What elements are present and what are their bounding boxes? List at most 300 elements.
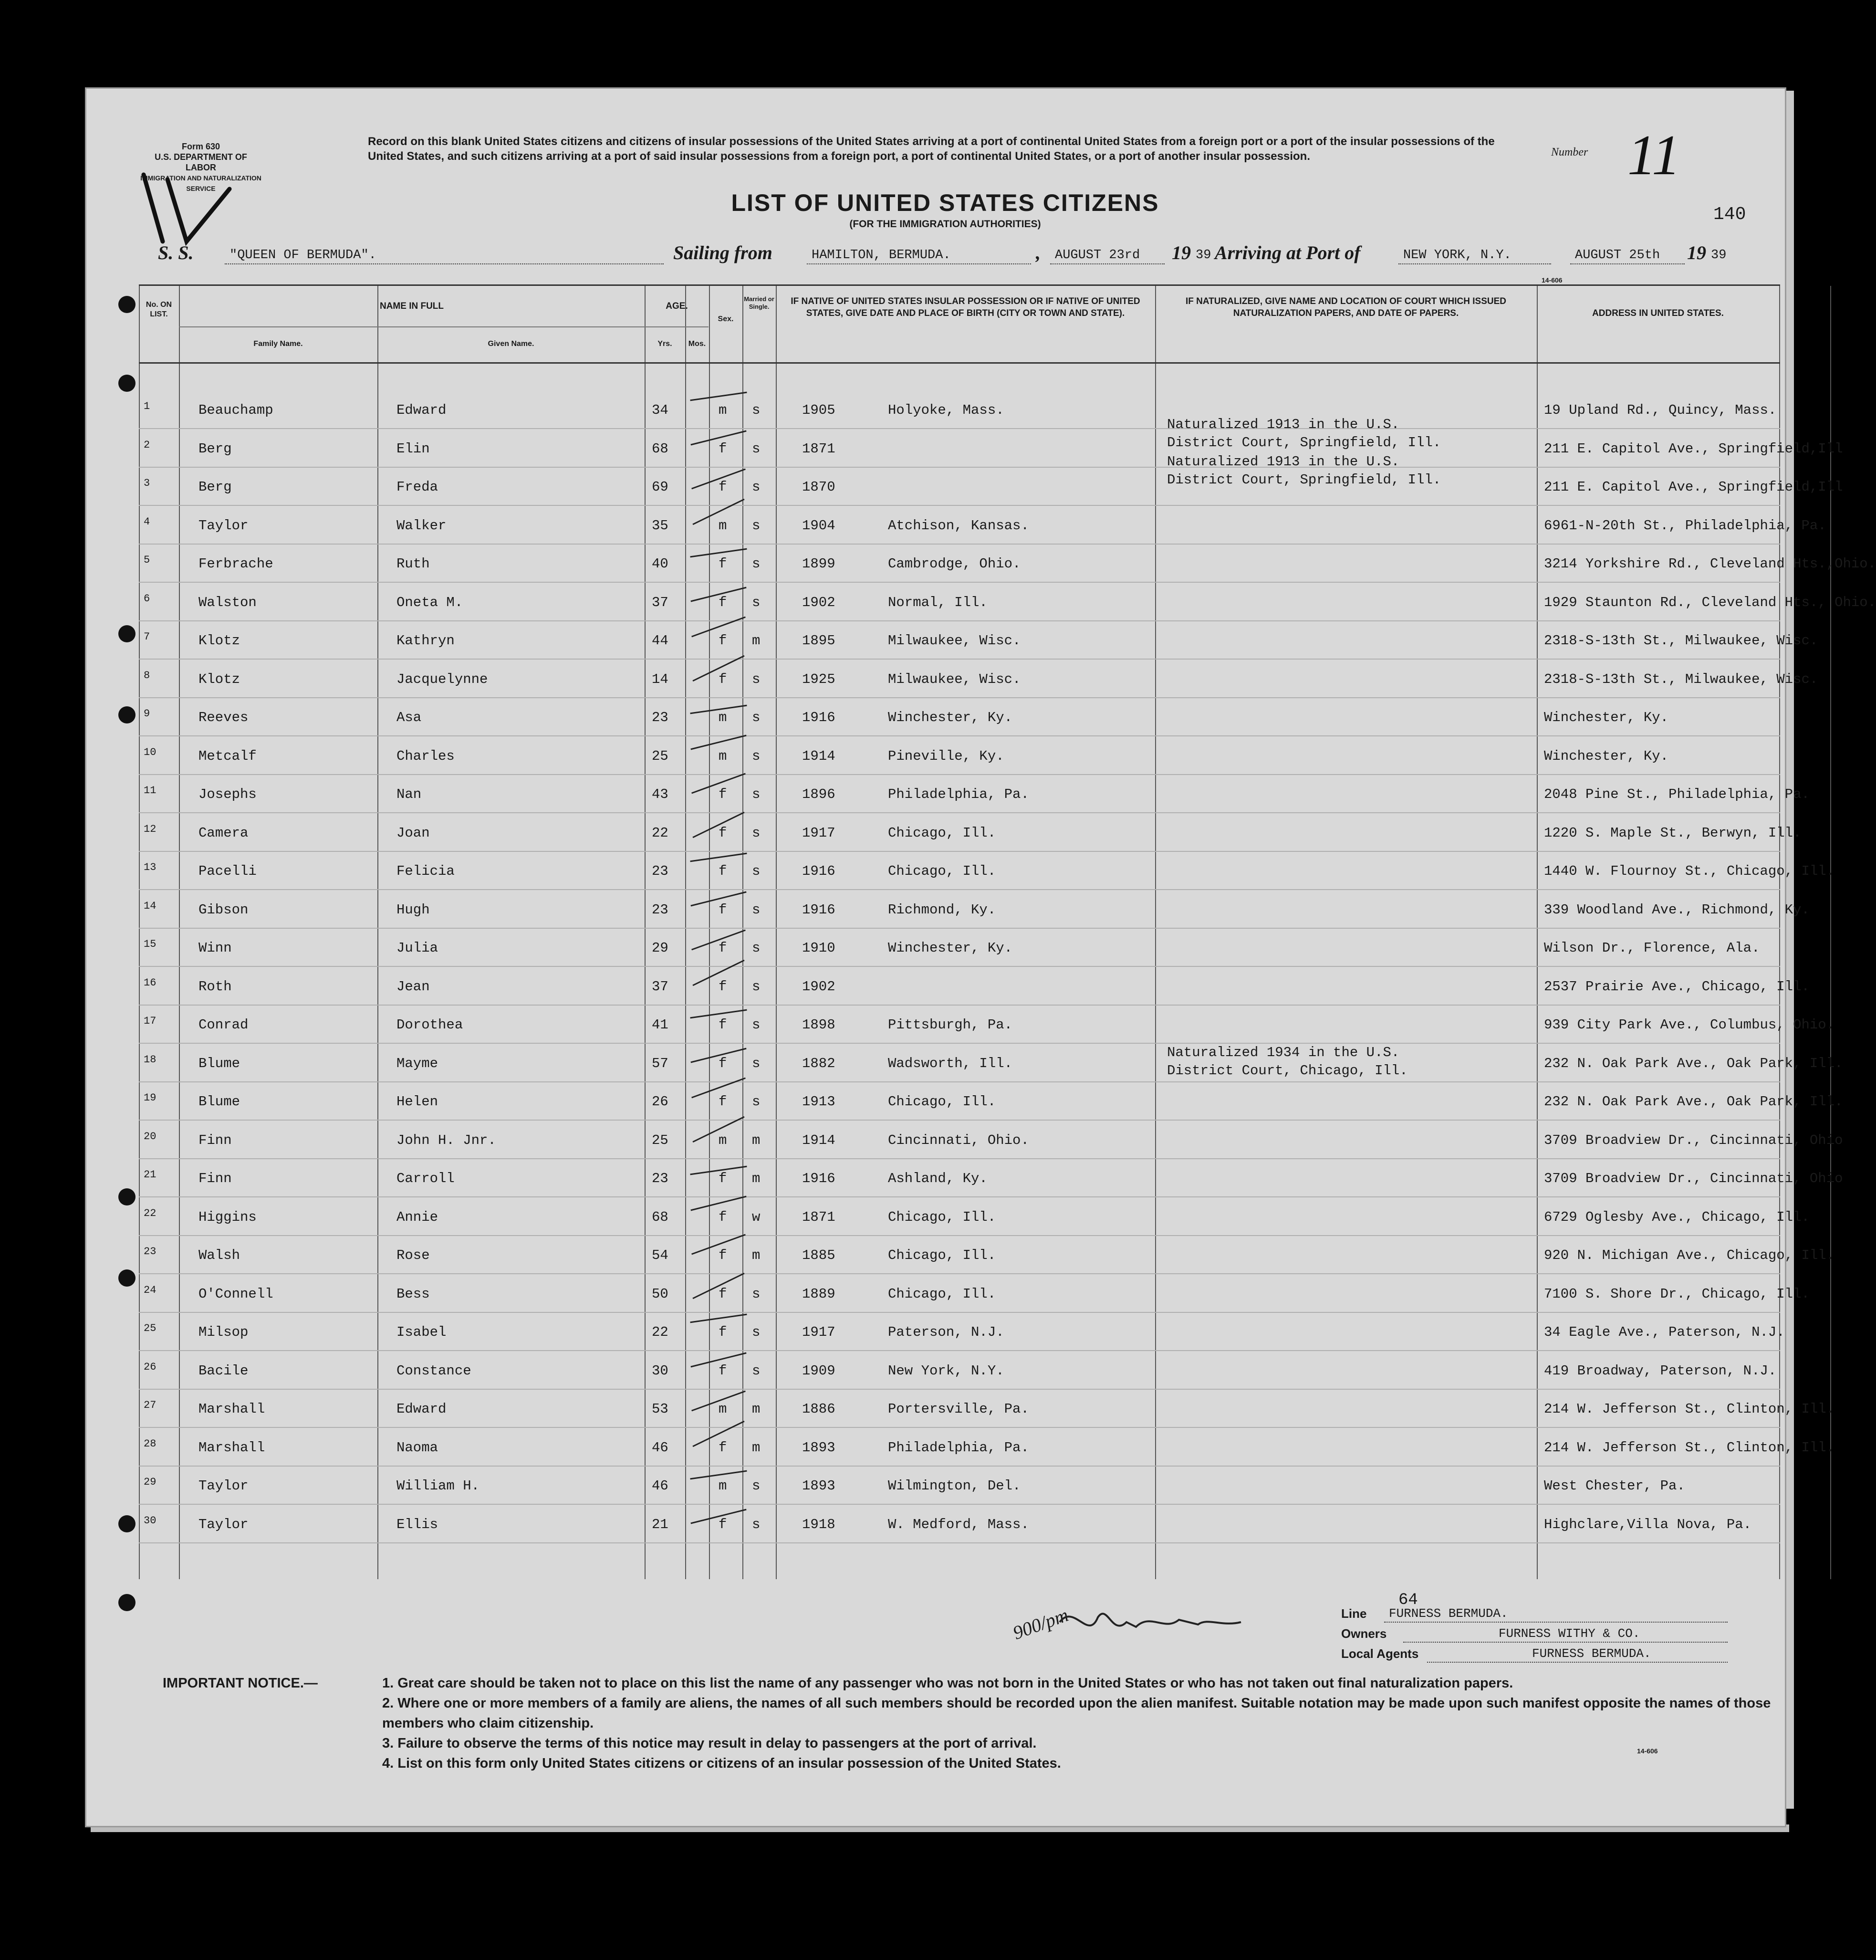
birth-year: 1914 [802, 748, 835, 764]
table-row [139, 545, 1876, 583]
birth-place: Chicago, Ill. [888, 863, 996, 879]
punch-hole [118, 1269, 135, 1287]
header-married: Married or Single. [744, 295, 774, 310]
family-name: Metcalf [198, 748, 257, 764]
footer-owners-value: FURNESS WITHY & CO. [1499, 1626, 1640, 1641]
notice-item: 3. Failure to observe the terms of this notice may result in delay to passengers at the port of arrival. [382, 1736, 1037, 1751]
row-number: 8 [144, 669, 150, 681]
family-name: Gibson [198, 901, 249, 918]
header-age: AGE. [666, 301, 688, 311]
naturalization-line: Naturalized 1913 in the U.S. [1167, 454, 1400, 470]
marital-status: w [752, 1209, 761, 1225]
voyage-line [158, 241, 1771, 270]
handwritten-signature [1055, 1593, 1246, 1646]
given-name: William H. [396, 1478, 480, 1494]
sex: f [719, 863, 727, 879]
age-years: 26 [652, 1094, 668, 1110]
marital-status: s [752, 1478, 761, 1494]
address: 1929 Staunton Rd., Cleveland Hts., Ohio. [1544, 594, 1876, 610]
footer-agents-label: Local Agents [1341, 1646, 1419, 1661]
age-years: 23 [652, 901, 668, 918]
table-row [139, 929, 1780, 967]
birth-place: Paterson, N.J. [888, 1324, 1004, 1340]
notice-item: 4. List on this form only United States citizens or citizens of an insular possession of the United States. [382, 1756, 1061, 1771]
given-name: Walker [396, 517, 447, 534]
footer-line-label: Line [1341, 1606, 1367, 1621]
sex: f [719, 1286, 727, 1302]
table-row [139, 775, 1810, 813]
punch-hole [118, 1515, 135, 1532]
given-name: Mayme [396, 1055, 438, 1071]
given-name: Rose [396, 1247, 430, 1263]
arriving-label: Arriving at Port of [1215, 242, 1361, 263]
marital-status: m [752, 1439, 761, 1456]
address: 939 City Park Ave., Columbus, Ohio. [1544, 1017, 1835, 1033]
age-years: 29 [652, 940, 668, 956]
address: 1440 W. Flournoy St., Chicago, Ill. [1544, 863, 1835, 879]
family-name: Blume [198, 1055, 240, 1071]
naturalization-note [1167, 1044, 1408, 1080]
given-name: Naoma [396, 1439, 438, 1456]
row-number: 5 [144, 554, 150, 566]
given-name: Julia [396, 940, 438, 956]
marital-status: s [752, 671, 761, 687]
row-number: 21 [144, 1169, 156, 1181]
punch-hole [118, 706, 135, 723]
number-label: Number [1551, 146, 1588, 158]
table-row [139, 737, 1780, 775]
arrival-date-underline [1570, 263, 1685, 264]
birth-place: Holyoke, Mass. [888, 402, 1004, 418]
age-years: 22 [652, 825, 668, 841]
birth-year: 1886 [802, 1401, 835, 1417]
check-mark [690, 853, 747, 862]
birth-year: 1916 [802, 710, 835, 725]
sex: f [719, 1055, 727, 1071]
row-number: 29 [144, 1476, 156, 1488]
birth-place: Chicago, Ill. [888, 1094, 996, 1110]
given-name: Isabel [396, 1324, 447, 1340]
naturalization-line: District Court, Springfield, Ill. [1167, 435, 1441, 451]
naturalization-line: District Court, Springfield, Ill. [1167, 472, 1441, 488]
birth-year: 1871 [802, 1209, 835, 1225]
table-row [139, 391, 1780, 429]
age-years: 14 [652, 671, 668, 687]
age-years: 34 [652, 402, 668, 418]
birth-year: 1916 [802, 1171, 835, 1186]
birth-year: 1893 [802, 1478, 835, 1494]
given-name: Felicia [396, 863, 455, 879]
table-row [139, 621, 1818, 660]
manifest-page [85, 87, 1876, 1827]
row-number: 20 [144, 1130, 156, 1142]
sailing-label: Sailing from [673, 242, 772, 263]
address: Winchester, Ky. [1544, 748, 1669, 764]
arrival-port-underline [1398, 263, 1551, 264]
sex: f [719, 594, 727, 610]
age-years: 68 [652, 1209, 668, 1225]
header-address: ADDRESS IN UNITED STATES. [1592, 308, 1724, 318]
address: Highclare,Villa Nova, Pa. [1544, 1516, 1752, 1532]
age-years: 30 [652, 1363, 668, 1379]
marital-status: s [752, 1363, 761, 1379]
address: 3709 Broadview Dr., Cincinnati, Ohio [1544, 1132, 1843, 1148]
row-number: 16 [144, 976, 156, 989]
sex: f [719, 1209, 727, 1225]
family-name: Reeves [198, 710, 249, 725]
age-years: 23 [652, 710, 668, 725]
given-name: Bess [396, 1286, 430, 1302]
age-years: 53 [652, 1401, 668, 1417]
address: 2048 Pine St., Philadelphia, Pa. [1544, 786, 1810, 802]
number-value: 11 [1627, 123, 1681, 187]
depart-date: AUGUST 23rd [1055, 248, 1140, 262]
given-name: Constance [396, 1363, 471, 1379]
given-name: Freda [396, 479, 438, 495]
row-number: 14 [144, 900, 156, 912]
naturalization-note [1167, 453, 1441, 489]
birth-place: Atchison, Kansas. [888, 517, 1029, 534]
marital-status: s [752, 440, 761, 457]
marital-status: s [752, 1055, 761, 1071]
family-name: Roth [198, 978, 232, 995]
address: 211 E. Capitol Ave., Springfield,Ill [1544, 479, 1843, 495]
marital-status: s [752, 479, 761, 495]
row-number: 3 [144, 477, 150, 489]
birth-place: Normal, Ill. [888, 594, 988, 610]
given-name: Annie [396, 1209, 438, 1225]
table-row [139, 1082, 1843, 1121]
marital-status: s [752, 901, 761, 918]
row-number: 27 [144, 1399, 156, 1411]
table-row [139, 1044, 1843, 1082]
birth-year: 1871 [802, 440, 835, 457]
birth-year: 1870 [802, 479, 835, 495]
birth-place: Philadelphia, Pa. [888, 1439, 1029, 1456]
birth-year: 1914 [802, 1132, 835, 1148]
naturalization-line: Naturalized 1913 in the U.S. [1167, 417, 1400, 432]
given-name: Asa [396, 710, 422, 725]
notice-items [382, 1673, 1794, 1773]
row-number: 15 [144, 938, 156, 950]
sex: f [719, 940, 727, 956]
check-mark [690, 1314, 747, 1323]
given-name: Jean [396, 978, 430, 995]
sex: f [719, 1439, 727, 1456]
age-years: 25 [652, 1132, 668, 1148]
sex: f [719, 633, 727, 649]
address: 19 Upland Rd., Quincy, Mass. [1544, 402, 1777, 418]
given-name: Edward [396, 1401, 447, 1417]
page-subtitle: (FOR THE IMMIGRATION AUTHORITIES) [849, 219, 1041, 230]
given-name: Dorothea [396, 1017, 463, 1033]
birth-place: Chicago, Ill. [888, 1286, 996, 1302]
arrival-year-prefix: 19 [1687, 242, 1706, 263]
arrival-date: AUGUST 25th [1575, 248, 1660, 262]
address: 3214 Yorkshire Rd., Cleveland Hts.,Ohio. [1544, 556, 1876, 572]
header-sex: Sex. [718, 315, 734, 323]
birth-place: W. Medford, Mass. [888, 1516, 1029, 1532]
age-years: 44 [652, 633, 668, 649]
address: 214 W. Jefferson St., Clinton, Ill. [1544, 1401, 1835, 1417]
age-years: 23 [652, 863, 668, 879]
birth-place: Milwaukee, Wisc. [888, 633, 1021, 649]
birth-place: Ashland, Ky. [888, 1171, 988, 1186]
depart-comma: , [1036, 242, 1041, 263]
given-name: Jacquelynne [396, 671, 488, 687]
birth-place: Winchester, Ky. [888, 940, 1013, 956]
address: 1220 S. Maple St., Berwyn, Ill. [1544, 825, 1802, 841]
family-name: Pacelli [198, 863, 257, 879]
birth-year: 1913 [802, 1094, 835, 1110]
marital-status: m [752, 1401, 761, 1417]
marital-status: s [752, 556, 761, 572]
punch-hole [118, 1594, 135, 1611]
address: 34 Eagle Ave., Paterson, N.J. [1544, 1324, 1785, 1340]
given-name: Nan [396, 786, 422, 802]
age-years: 41 [652, 1017, 668, 1033]
birth-year: 1902 [802, 978, 835, 995]
birth-year: 1909 [802, 1363, 835, 1379]
sailing-from: HAMILTON, BERMUDA. [812, 248, 951, 262]
age-years: 22 [652, 1324, 668, 1340]
family-name: Beauchamp [198, 402, 273, 418]
marital-status: s [752, 1286, 761, 1302]
age-years: 57 [652, 1055, 668, 1071]
birth-place: Pineville, Ky. [888, 748, 1004, 764]
sex: m [719, 1132, 727, 1148]
arrival-port: NEW YORK, N.Y. [1403, 248, 1511, 262]
ship-underline [225, 263, 664, 264]
row-number: 4 [144, 515, 150, 528]
table-row [139, 1428, 1835, 1467]
given-name: Ruth [396, 556, 430, 572]
address: 7100 S. Shore Dr., Chicago, Ill. [1544, 1286, 1810, 1302]
row-number: 25 [144, 1322, 156, 1334]
given-name: Helen [396, 1094, 438, 1110]
table-row [139, 814, 1802, 852]
naturalization-line: District Court, Chicago, Ill. [1167, 1063, 1408, 1079]
address: 6961-N-20th St., Philadelphia, Pa. [1544, 517, 1826, 534]
address: 232 N. Oak Park Ave., Oak Park, Ill. [1544, 1094, 1843, 1110]
table-row [139, 1159, 1843, 1197]
family-name: Milsop [198, 1324, 249, 1340]
given-name: Ellis [396, 1516, 438, 1532]
birth-year: 1916 [802, 863, 835, 879]
address: 920 N. Michigan Ave., Chicago, Ill. [1544, 1247, 1835, 1263]
row-number: 10 [144, 746, 156, 758]
table-row [139, 1390, 1835, 1428]
birth-year: 1882 [802, 1055, 835, 1071]
age-years: 46 [652, 1439, 668, 1456]
form-number: Form 630 [181, 142, 220, 151]
header-naturalized: IF NATURALIZED, GIVE NAME AND LOCATION OF COURT WHICH ISSUED NATURALIZATION PAPERS, AND DATE OF PAPERS. [1185, 296, 1506, 318]
naturalization-note [1167, 416, 1441, 452]
sex: f [719, 440, 727, 457]
age-years: 69 [652, 479, 668, 495]
family-name: Finn [198, 1171, 232, 1186]
given-name: Carroll [396, 1171, 455, 1186]
address: 6729 Oglesby Ave., Chicago, Ill. [1544, 1209, 1810, 1225]
table-row [139, 468, 1843, 506]
family-name: Blume [198, 1094, 240, 1110]
birth-year: 1917 [802, 825, 835, 841]
sex: m [719, 748, 727, 764]
footer-line-underline [1384, 1622, 1728, 1623]
notice-heading: IMPORTANT NOTICE.— [163, 1676, 318, 1691]
marital-status: s [752, 940, 761, 956]
header-given-name: Given Name. [488, 340, 534, 348]
birth-year: 1893 [802, 1439, 835, 1456]
row-number: 6 [144, 592, 150, 605]
family-name: Marshall [198, 1401, 265, 1417]
sex: f [719, 671, 727, 687]
sex: f [719, 1247, 727, 1263]
header-no: No. ON LIST. [146, 301, 172, 318]
row-number: 9 [144, 708, 150, 720]
footer-line [1341, 1606, 1508, 1621]
family-name: Ferbrache [198, 556, 273, 572]
printing-office-mark-bottom: 14-606 [1637, 1747, 1658, 1755]
row-number: 30 [144, 1514, 156, 1527]
row-number: 28 [144, 1437, 156, 1450]
table-row [139, 852, 1835, 890]
header-native: IF NATIVE OF UNITED STATES INSULAR POSSESSION OR IF NATIVE OF UNITED STATES, GIVE DATE AND PLACE OF BIRTH (CITY OR TOWN AND STATE). [791, 296, 1140, 318]
marital-status: s [752, 825, 761, 841]
sex: f [719, 1017, 727, 1033]
address: 419 Broadway, Paterson, N.J. [1544, 1363, 1777, 1379]
sex: f [719, 1324, 727, 1340]
marital-status: m [752, 1171, 761, 1186]
family-name: Berg [198, 479, 232, 495]
sex: f [719, 1171, 727, 1186]
family-name: O'Connell [198, 1286, 273, 1302]
signature-note: 900/pm [1010, 1604, 1072, 1644]
birth-place: Chicago, Ill. [888, 825, 996, 841]
sex: m [719, 402, 727, 418]
birth-place: Wadsworth, Ill. [888, 1055, 1013, 1071]
marital-status: m [752, 1132, 761, 1148]
age-years: 50 [652, 1286, 668, 1302]
arrival-year: 39 [1711, 248, 1727, 262]
page-number: 140 [1713, 204, 1746, 225]
marital-status: s [752, 710, 761, 725]
printing-office-mark: 14-606 [1542, 276, 1563, 284]
given-name: Hugh [396, 901, 430, 918]
family-name: Klotz [198, 671, 240, 687]
table-row [139, 1121, 1843, 1159]
punch-hole [118, 296, 135, 313]
punch-hole [118, 1188, 135, 1205]
sex: f [719, 786, 727, 802]
marital-status: m [752, 1247, 761, 1263]
department: U.S. DEPARTMENT OF LABOR [155, 152, 247, 172]
birth-year: 1899 [802, 556, 835, 572]
age-years: 43 [652, 786, 668, 802]
marital-status: s [752, 1094, 761, 1110]
row-number: 19 [144, 1092, 156, 1104]
birth-year: 1889 [802, 1286, 835, 1302]
ship-name: "QUEEN OF BERMUDA". [229, 248, 376, 262]
given-name: Elin [396, 440, 430, 457]
sex: f [719, 556, 727, 572]
birth-year: 1902 [802, 594, 835, 610]
address: 2318-S-13th St., Milwaukee, Wisc. [1544, 633, 1818, 649]
birth-place: Chicago, Ill. [888, 1209, 996, 1225]
depart-year: 39 [1196, 248, 1211, 262]
punch-hole [118, 375, 135, 392]
table-row [139, 583, 1876, 621]
family-name: Marshall [198, 1439, 265, 1456]
header-yrs: Yrs. [657, 340, 672, 348]
age-years: 21 [652, 1516, 668, 1532]
age-years: 35 [652, 517, 668, 534]
header-mos: Mos. [688, 340, 706, 348]
birth-place: Chicago, Ill. [888, 1247, 996, 1263]
birth-year: 1898 [802, 1017, 835, 1033]
age-years: 68 [652, 440, 668, 457]
address: 214 W. Jefferson St., Clinton, Ill. [1544, 1439, 1835, 1456]
sex: f [719, 1516, 727, 1532]
marital-status: s [752, 863, 761, 879]
marital-status: s [752, 1324, 761, 1340]
row-number: 13 [144, 861, 156, 873]
footer-line-value: FURNESS BERMUDA. [1389, 1606, 1508, 1621]
table-row [139, 1275, 1810, 1313]
birth-year: 1905 [802, 402, 835, 418]
page-title: LIST OF UNITED STATES CITIZENS [731, 189, 1159, 216]
row-number: 22 [144, 1207, 156, 1219]
birth-year: 1925 [802, 671, 835, 687]
sex: m [719, 1478, 727, 1494]
birth-place: Portersville, Pa. [888, 1401, 1029, 1417]
given-name: Kathryn [396, 633, 455, 649]
birth-year: 1885 [802, 1247, 835, 1263]
family-name: Berg [198, 440, 232, 457]
table-row [139, 1313, 1785, 1351]
given-name: Charles [396, 748, 455, 764]
family-name: Josephs [198, 786, 257, 802]
age-years: 25 [652, 748, 668, 764]
given-name: Oneta M. [396, 594, 463, 610]
sex: m [719, 1401, 727, 1417]
marital-status: m [752, 633, 761, 649]
address: 339 Woodland Ave., Richmond, Ky. [1544, 901, 1810, 918]
birth-place: Richmond, Ky. [888, 901, 996, 918]
footer-agents [1341, 1646, 1651, 1661]
row-number: 1 [144, 400, 150, 412]
age-years: 46 [652, 1478, 668, 1494]
sex: m [719, 710, 727, 725]
birth-year: 1918 [802, 1516, 835, 1532]
row-number: 12 [144, 823, 156, 835]
table-row [139, 1236, 1835, 1274]
footer-owners-underline [1403, 1642, 1728, 1643]
notice-item: 2. Where one or more members of a family are aliens, the names of all such members should be recorded upon the alien manifest. Suitable notation may be made upon such manifest opposite the names of those members who claim citizenship. [382, 1696, 1771, 1731]
birth-year: 1904 [802, 517, 835, 534]
row-number: 18 [144, 1053, 156, 1066]
address: 211 E. Capitol Ave., Springfield,Ill [1544, 440, 1843, 457]
check-mark [690, 734, 746, 750]
family-name: Walsh [198, 1247, 240, 1263]
sex: f [719, 1094, 727, 1110]
row-number: 11 [144, 785, 156, 797]
marital-status: s [752, 978, 761, 995]
marital-status: s [752, 1516, 761, 1532]
sex: f [719, 978, 727, 995]
check-mark [690, 1195, 746, 1211]
family-name: Conrad [198, 1017, 249, 1033]
